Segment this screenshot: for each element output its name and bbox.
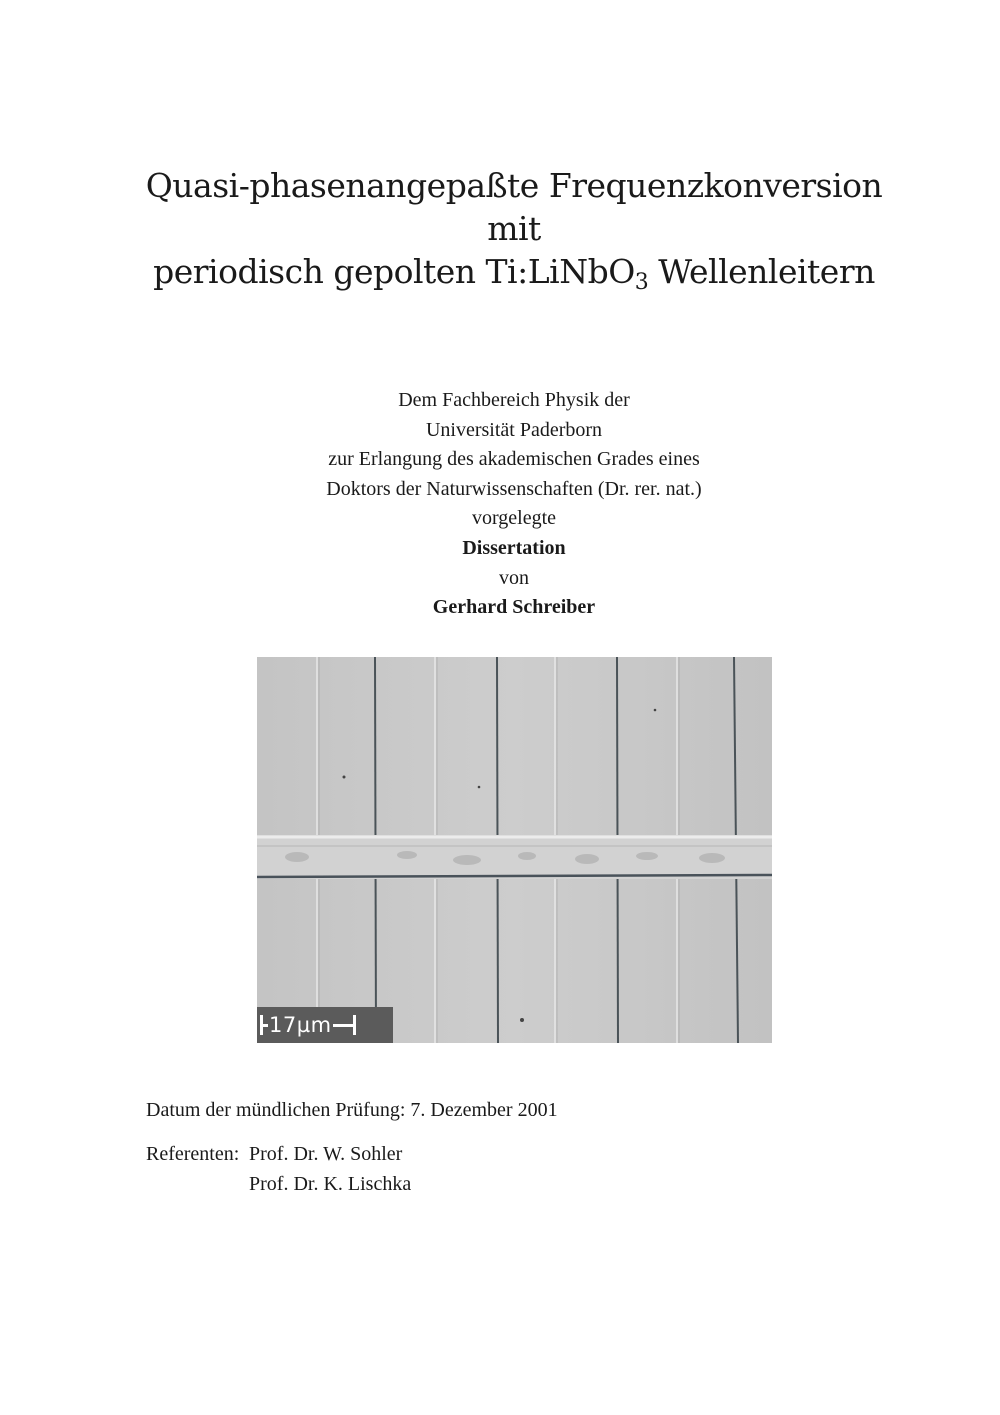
scale-bar-label: 17µm [269, 1013, 332, 1037]
submission-line-3: zur Erlangung des akademischen Grades eines [328, 448, 700, 471]
document-type: Dissertation [462, 536, 566, 559]
title-line-3-post: Wellenleitern [648, 252, 875, 291]
exam-date: Datum der mündlichen Prüfung: 7. Dezember 2001 [146, 1099, 558, 1121]
submission-line-4: Doktors der Naturwissenschaften (Dr. rer. nat.) [326, 477, 702, 500]
thesis-title [0, 164, 1000, 293]
referee-row-2 [146, 1169, 411, 1199]
submission-line-2: Universität Paderborn [425, 418, 603, 441]
scale-bar-right-line [333, 1024, 353, 1027]
submission-line-5: vorgelegte [471, 507, 557, 530]
title-line-1: Quasi-phasenangepaßte Frequenzkonversion [145, 166, 883, 205]
title-line-3-pre: periodisch gepolten Ti:LiNbO [153, 252, 635, 291]
title-subscript: 3 [634, 270, 649, 295]
micrograph-drawing [257, 657, 772, 1043]
micrograph-image [257, 657, 772, 1043]
scale-bar-left-line [263, 1024, 268, 1027]
scale-bar-right-cap [353, 1015, 356, 1035]
submission-block [0, 386, 1000, 623]
by-label: von [499, 566, 529, 589]
referee-2: Prof. Dr. K. Lischka [249, 1173, 412, 1195]
referee-row-1 [146, 1139, 411, 1169]
submission-line-1: Dem Fachbereich Physik der [398, 389, 630, 411]
title-line-3 [0, 250, 1000, 293]
referees-label: Referenten: [146, 1143, 240, 1165]
referee-1: Prof. Dr. W. Sohler [249, 1143, 403, 1165]
author-name: Gerhard Schreiber [432, 596, 596, 619]
referees-block [146, 1139, 411, 1199]
title-line-2: mit [487, 209, 541, 248]
referees-label-spacer [146, 1169, 249, 1199]
scale-bar [257, 1007, 393, 1043]
